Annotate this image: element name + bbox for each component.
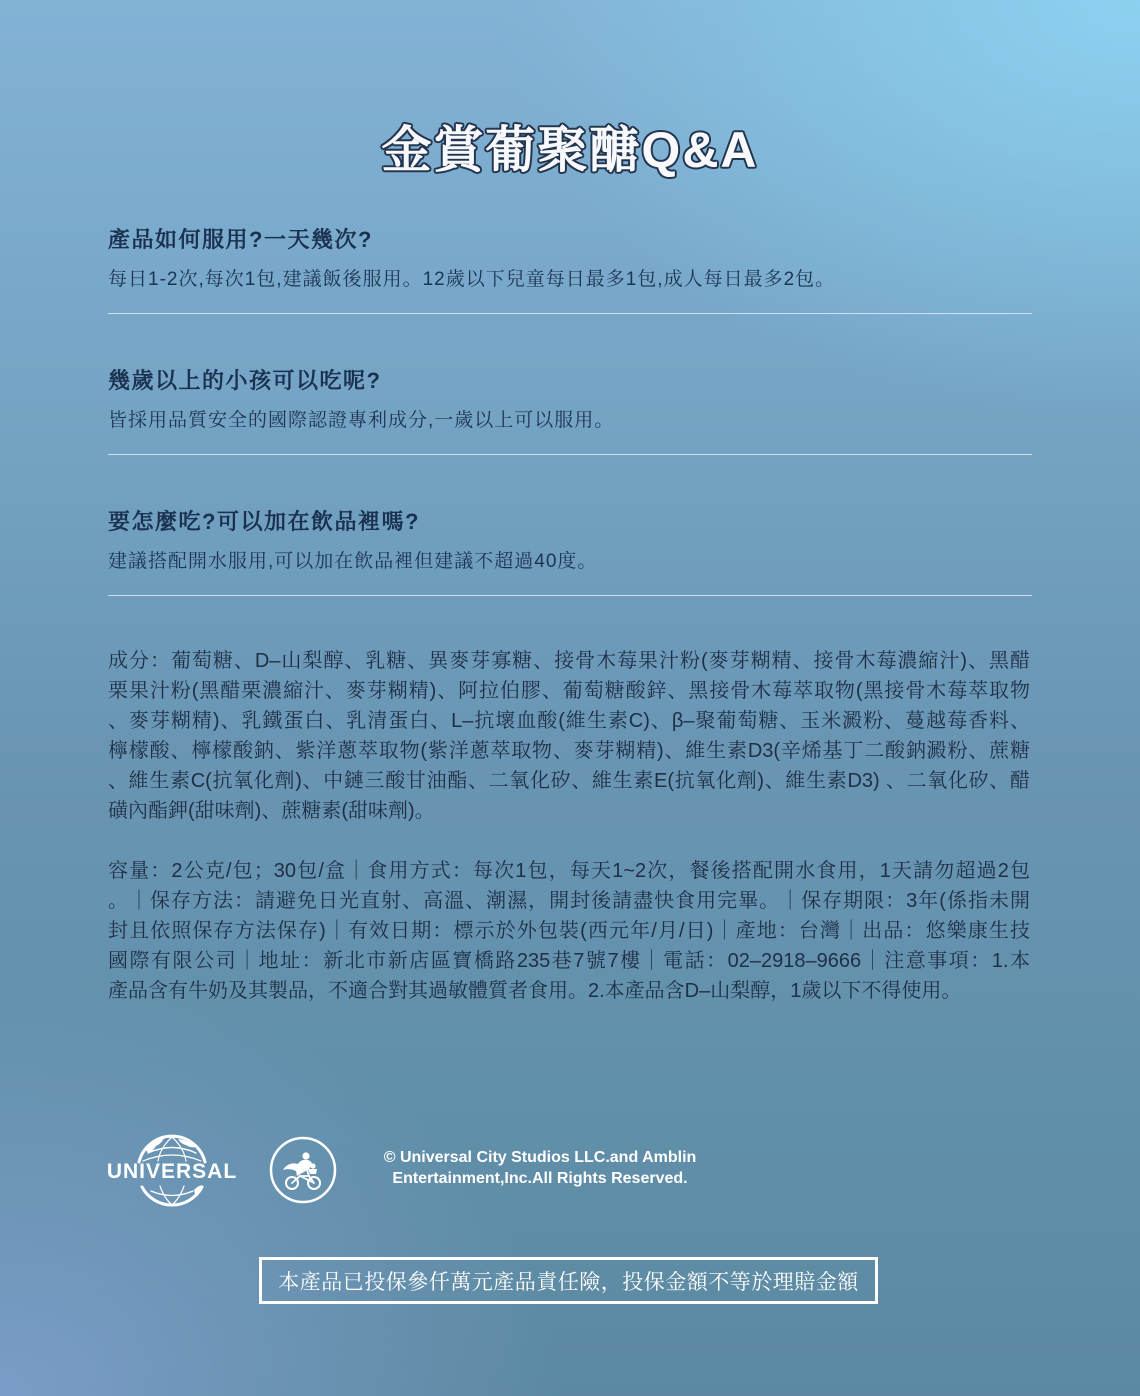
page-title: 金賞葡聚醣Q&A — [381, 122, 759, 178]
et-moon-bike-logo-icon — [268, 1135, 338, 1205]
faq-answer: 建議搭配開水服用,可以加在飲品裡但建議不超過40度。 — [108, 551, 598, 572]
ingredients-line: 、維生素C(抗氧化劑)、中鏈三酸甘油酯、二氧化矽、維生素E(抗氧化劑)、維生素D3) 、二氧化矽、醋 — [108, 770, 1030, 792]
divider — [108, 454, 1032, 455]
faq-answer: 每日1-2次,每次1包,建議飯後服用。12歲以下兒童每日最多1包,成人每日最多2包。 — [108, 269, 836, 290]
specs-line: 。｜保存方法：請避免日光直射、高溫、潮濕，開封後請盡快食用完畢。｜保存期限：3年(係指未開 — [108, 890, 1030, 912]
copyright-text — [352, 1147, 728, 1189]
universal-globe-logo-icon — [106, 1134, 238, 1208]
insurance-notice-text: 本產品已投保參仟萬元產品責任險，投保金額不等於理賠金額 — [278, 1270, 859, 1294]
specs-text — [108, 856, 1030, 1006]
specs-line: 國際有限公司｜地址：新北市新店區寶橋路235巷7號7樓｜電話：02–2918–9666｜注意事項：1.本 — [108, 950, 1030, 972]
divider — [108, 313, 1032, 314]
faq-item-1 — [108, 226, 1032, 314]
faq-question: 要怎麼吃?可以加在飲品裡嗎? — [108, 509, 420, 534]
ingredients-text — [108, 646, 1030, 826]
copyright-line: Entertainment,Inc.All Rights Reserved. — [392, 1170, 688, 1187]
ingredients-line: 、麥芽糊精)、乳鐵蛋白、乳清蛋白、L–抗壞血酸(維生素C)、β–聚葡萄糖、玉米澱粉、蔓越莓香料、 — [108, 710, 1030, 732]
specs-line: 封且依照保存方法保存)｜有效日期：標示於外包裝(西元年/月/日)｜產地：台灣｜出品：悠樂康生技 — [108, 920, 1030, 942]
divider — [108, 595, 1032, 596]
specs-line: 產品含有牛奶及其製品，不適合對其過敏體質者食用。2.本產品含D–山梨醇，1歲以下不得使用。 — [108, 980, 962, 1002]
faq-answer: 皆採用品質安全的國際認證專利成分,一歲以上可以服用。 — [108, 410, 615, 431]
copyright-line: © Universal City Studios LLC.and Amblin — [383, 1149, 697, 1166]
universal-logo-text: UNIVERSAL — [106, 1160, 238, 1183]
faq-question: 幾歲以上的小孩可以吃呢? — [108, 368, 382, 393]
faq-item-2 — [108, 367, 1032, 455]
faq-question: 產品如何服用?一天幾次? — [108, 227, 373, 252]
specs-line: 容量：2公克/包；30包/盒｜食用方式：每次1包，每天1~2次，餐後搭配開水食用，1天請勿超過2包 — [108, 860, 1030, 882]
ingredients-line: 栗果汁粉(黑醋栗濃縮汁、麥芽糊精)、阿拉伯膠、葡萄糖酸鋅、黑接骨木莓萃取物(黑接骨木莓萃取物 — [108, 680, 1030, 702]
ingredients-line: 檸檬酸、檸檬酸鈉、紫洋蔥萃取物(紫洋蔥萃取物、麥芽糊精)、維生素D3(辛烯基丁二酸鈉澱粉、蔗糖 — [108, 740, 1030, 762]
ingredients-line: 成分：葡萄糖、D–山梨醇、乳糖、異麥芽寡糖、接骨木莓果汁粉(麥芽糊精、接骨木莓濃縮汁)、黑醋 — [108, 650, 1030, 672]
insurance-notice-box — [259, 1257, 878, 1304]
faq-item-3 — [108, 508, 1032, 596]
ingredients-line: 磺內酯鉀(甜味劑)、蔗糖素(甜味劑)。 — [108, 800, 435, 822]
